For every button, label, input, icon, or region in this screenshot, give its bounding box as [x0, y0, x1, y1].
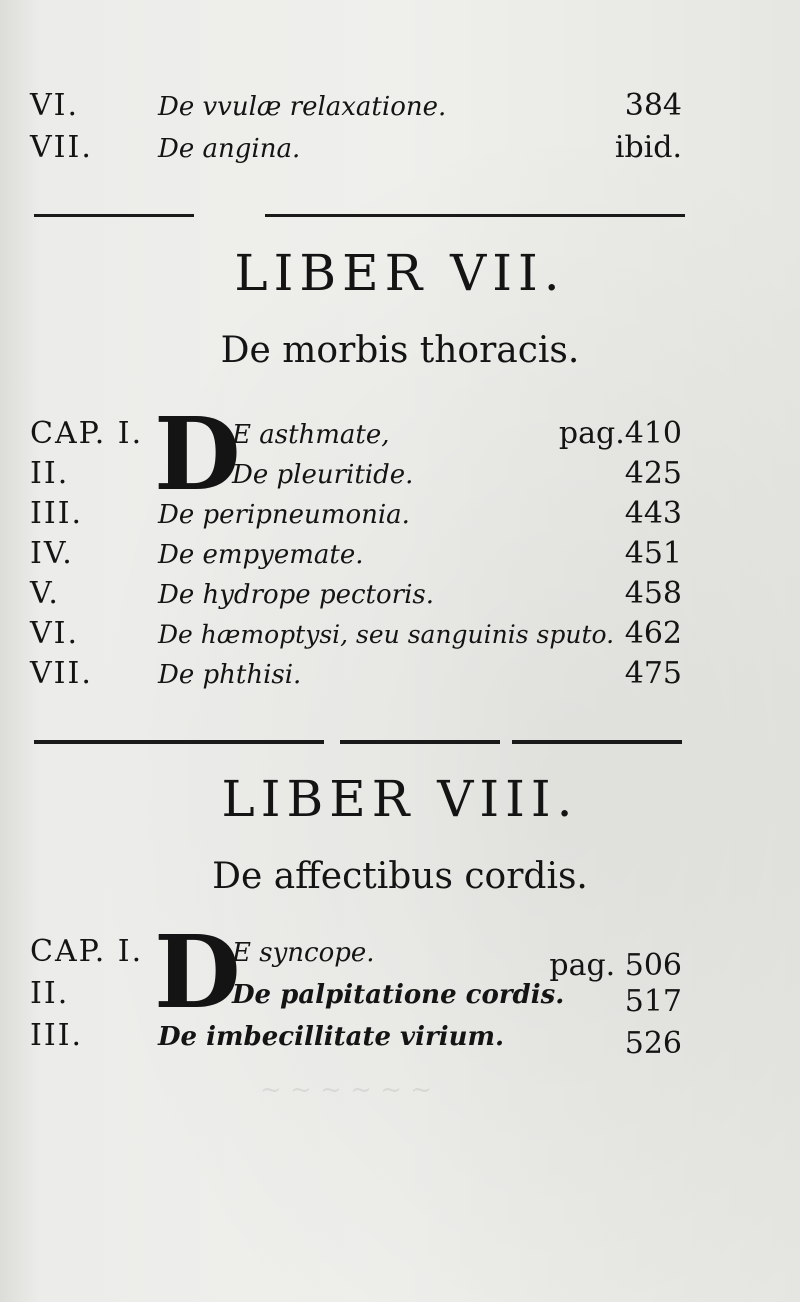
page-number: 443 — [624, 496, 682, 531]
chapter-number: II. — [30, 976, 70, 1011]
toc-entry — [0, 976, 800, 1020]
toc-entry — [0, 416, 800, 460]
chapter-number: VI. — [30, 88, 80, 123]
chapter-title: De imbecillitate virium. — [158, 1022, 505, 1052]
chapter-title: De peripneumonia. — [158, 500, 410, 530]
chapter-title: De hæmoptysi, seu sanguinis sputo. — [158, 620, 615, 649]
page-number: pag.410 — [558, 416, 682, 451]
chapter-number: III. — [30, 1018, 84, 1053]
page-number: 384 — [624, 88, 682, 123]
divider-rule — [340, 740, 500, 744]
toc-entry — [0, 656, 800, 700]
chapter-title: De pleuritide. — [232, 460, 414, 490]
toc-entry — [0, 616, 800, 660]
drop-capital: D — [154, 913, 241, 1031]
chapter-number: CAP. I. — [30, 934, 144, 969]
divider-rule — [34, 740, 324, 744]
page-number: 526 — [624, 1026, 682, 1061]
chapter-title: De hydrope pectoris. — [158, 580, 434, 610]
toc-entry — [0, 1018, 800, 1062]
drop-capital: D — [154, 395, 241, 513]
page-number: ibid. — [614, 130, 682, 165]
chapter-number: VII. — [30, 656, 93, 691]
page-number: 475 — [624, 656, 682, 691]
chapter-number: VII. — [30, 130, 93, 165]
chapter-title: De palpitatione cordis. — [232, 980, 565, 1010]
chapter-title: E syncope. — [232, 938, 375, 968]
toc-entry — [0, 576, 800, 620]
toc-entry — [0, 130, 800, 174]
chapter-title: E asthmate, — [232, 420, 390, 450]
chapter-number: IV. — [30, 536, 74, 571]
chapter-number: V. — [30, 576, 60, 611]
page-number: 425 — [624, 456, 682, 491]
chapter-number: CAP. I. — [30, 416, 144, 451]
chapter-number: VI. — [30, 616, 80, 651]
chapter-title: De empyemate. — [158, 540, 364, 570]
divider-rule — [34, 214, 194, 217]
book-subtitle: De morbis thoracis. — [220, 330, 580, 371]
chapter-title: De angina. — [158, 134, 301, 164]
page-number: 451 — [624, 536, 682, 571]
book-heading: LIBER VIII. — [221, 770, 579, 828]
divider-rule — [512, 740, 682, 744]
page-number: 458 — [624, 576, 682, 611]
chapter-number: III. — [30, 496, 84, 531]
divider-rule — [265, 214, 685, 217]
toc-entry — [0, 496, 800, 540]
toc-entry — [0, 88, 800, 132]
book-subtitle: De affectibus cordis. — [212, 856, 588, 897]
toc-entry — [0, 456, 800, 500]
chapter-title: De vvulæ relaxatione. — [158, 92, 447, 122]
toc-entry — [0, 536, 800, 580]
page-number: pag. 506 — [549, 948, 682, 983]
show-through-text: ~ ~ ~ ~ ~ ~ — [260, 1075, 433, 1105]
toc-entry — [0, 934, 800, 983]
page-number: 517 — [624, 984, 682, 1019]
chapter-number: II. — [30, 456, 70, 491]
book-heading: LIBER VII. — [234, 244, 566, 302]
page-number: 462 — [624, 616, 682, 651]
chapter-title: De phthisi. — [158, 660, 302, 690]
